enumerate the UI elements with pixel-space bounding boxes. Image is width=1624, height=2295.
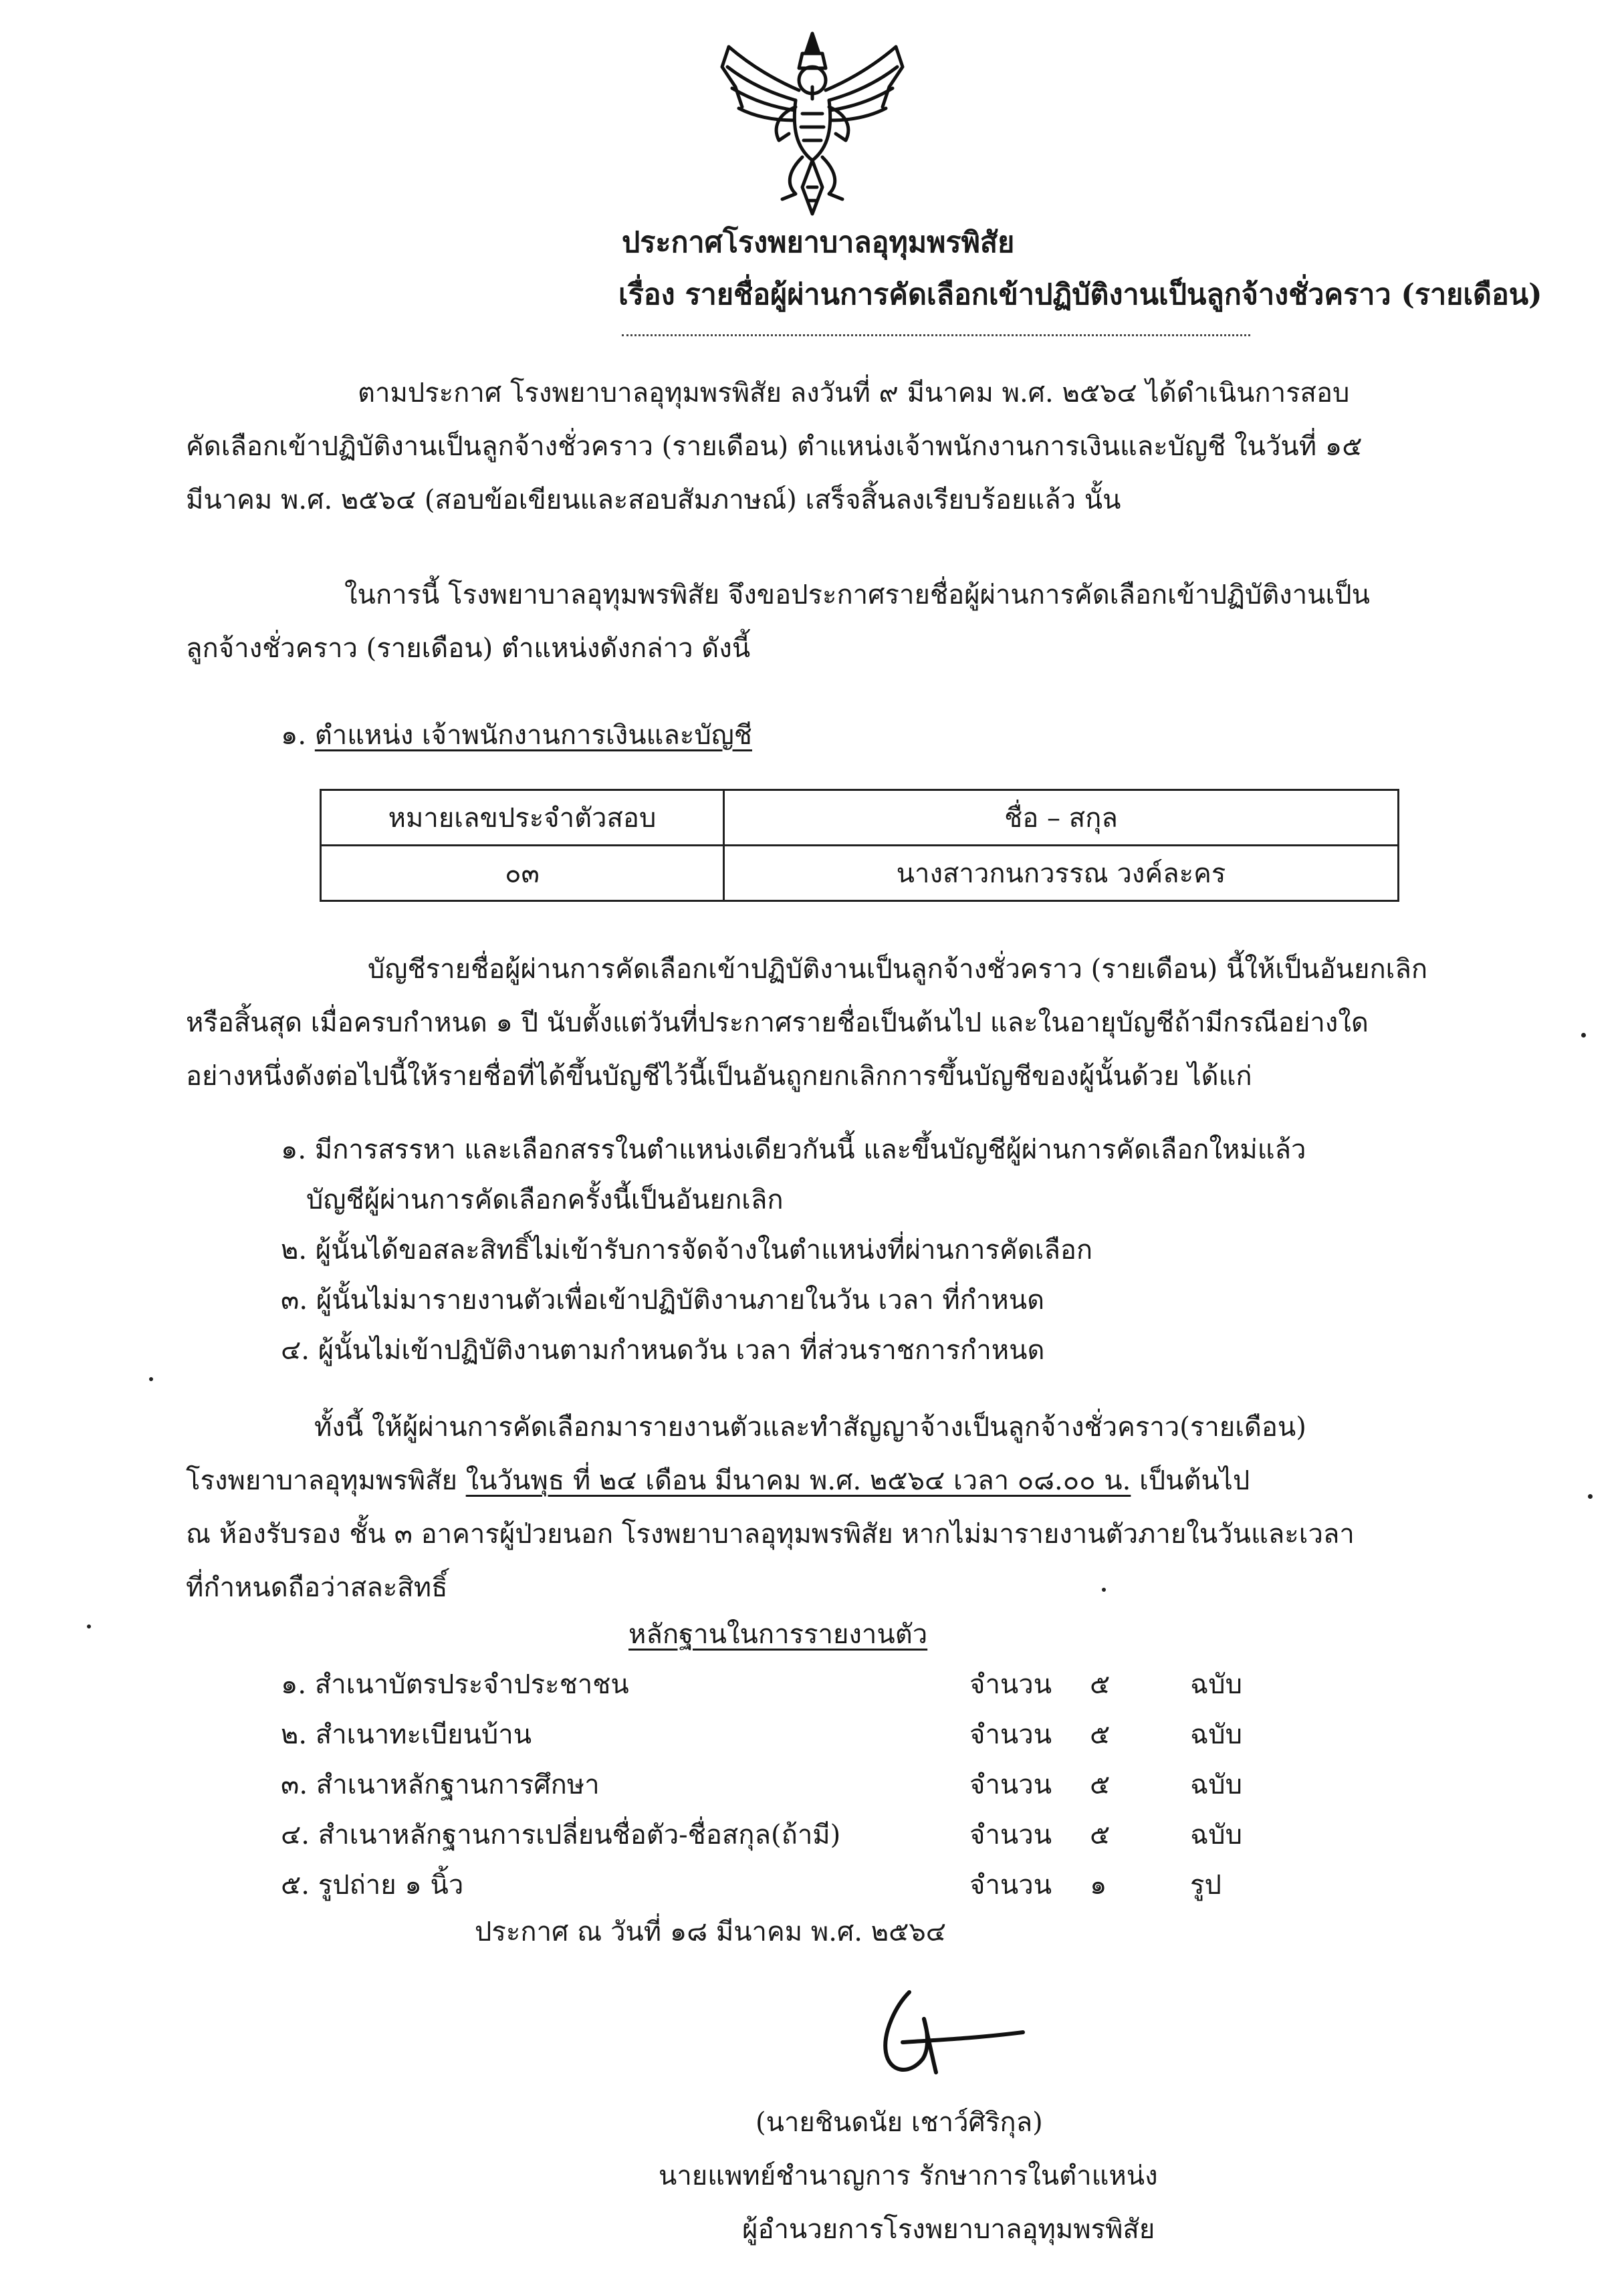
evidence-item-label: ๔. สำเนาหลักฐานการเปลี่ยนชื่อตัว-ชื่อสกุล(ถ้ามี) <box>281 1820 841 1850</box>
report-line-2-suffix: เป็นต้นไป <box>1131 1465 1250 1496</box>
scan-speck <box>87 1624 91 1628</box>
results-table <box>320 789 1399 902</box>
intro-line-3: มีนาคม พ.ศ. ๒๕๖๔ (สอบข้อเขียนและสอบสัมภาษณ์) เสร็จสิ้นลงเรียบร้อยแล้ว นั้น <box>186 485 1121 515</box>
evidence-unit: ฉบับ <box>1190 1770 1243 1800</box>
report-line-2-prefix: โรงพยาบาลอุทุมพรพิสัย <box>186 1465 466 1496</box>
evidence-qty: ๕ <box>1090 1719 1111 1750</box>
evidence-item-label: ๓. สำเนาหลักฐานการศึกษา <box>281 1770 600 1800</box>
validity-line-1: บัญชีรายชื่อผู้ผ่านการคัดเลือกเข้าปฏิบัติงานเป็นลูกจ้างชั่วคราว (รายเดือน) นี้ให้เป็นอันยกเลิก <box>368 954 1428 985</box>
evidence-qty-word: จำนวน <box>969 1719 1052 1750</box>
column-header-exam-id: หมายเลขประจำตัวสอบ <box>321 790 724 846</box>
evidence-item-2 <box>281 1721 1242 1748</box>
validity-line-2: หรือสิ้นสุด เมื่อครบกำหนด ๑ ปี นับตั้งแต่วันที่ประกาศรายชื่อเป็นต้นไป และในอายุบัญชีถ้ามีกรณีอย่างใด <box>186 1007 1369 1038</box>
evidence-qty-word: จำนวน <box>969 1870 1052 1901</box>
header-divider <box>622 334 1250 336</box>
cell-name: นางสาวกนกวรรณ วงค์ละคร <box>724 846 1399 901</box>
report-line-3: ณ ห้องรับรอง ชั้น ๓ อาคารผู้ป่วยนอก โรงพยาบาลอุทุมพรพิสัย หากไม่มารายงานตัวภายในวันและเวลา <box>186 1519 1355 1550</box>
evidence-unit: ฉบับ <box>1190 1669 1243 1700</box>
handwritten-signature <box>862 1979 1036 2086</box>
condition-2: ๒. ผู้นั้นได้ขอสละสิทธิ์ไม่เข้ารับการจัดจ้างในตำแหน่งที่ผ่านการคัดเลือก <box>281 1235 1093 1265</box>
scan-speck <box>1588 1494 1593 1499</box>
evidence-qty-word: จำนวน <box>969 1669 1052 1700</box>
announcement-date: ประกาศ ณ วันที่ ๑๘ มีนาคม พ.ศ. ๒๕๖๔ <box>475 1917 947 1947</box>
scan-speck <box>1102 1588 1106 1592</box>
report-line-4: ที่กำหนดถือว่าสละสิทธิ์ <box>186 1572 448 1603</box>
signer-title-2: ผู้อำนวยการโรงพยาบาลอุทุมพรพิสัย <box>742 2214 1155 2245</box>
table-row <box>321 846 1399 901</box>
evidence-qty-word: จำนวน <box>969 1770 1052 1800</box>
announcement-title: ประกาศโรงพยาบาลอุทุมพรพิสัย <box>622 226 1015 259</box>
condition-3: ๓. ผู้นั้นไม่มารายงานตัวเพื่อเข้าปฏิบัติงานภายในวัน เวลา ที่กำหนด <box>281 1285 1045 1316</box>
signer-name: (นายชินดนัย เชาว์ศิริกุล) <box>756 2107 1043 2138</box>
evidence-qty: ๕ <box>1090 1669 1111 1700</box>
report-line-1: ทั้งนี้ ให้ผู้ผ่านการคัดเลือกมารายงานตัวและทำสัญญาจ้างเป็นลูกจ้างชั่วคราว(รายเดือน) <box>314 1412 1306 1443</box>
condition-1: ๑. มีการสรรหา และเลือกสรรในตำแหน่งเดียวกันนี้ และขึ้นบัญชีผู้ผ่านการคัดเลือกใหม่แล้ว <box>281 1134 1306 1165</box>
signer-title-1: นายแพทย์ชำนาญการ รักษาการในตำแหน่ง <box>659 2161 1158 2191</box>
scan-speck <box>1581 1033 1586 1038</box>
evidence-qty-word: จำนวน <box>969 1820 1052 1850</box>
condition-1-cont: บัญชีผู้ผ่านการคัดเลือกครั้งนี้เป็นอันยกเลิก <box>306 1185 784 1215</box>
evidence-title: หลักฐานในการรายงานตัว <box>628 1619 928 1650</box>
intro-line-2: คัดเลือกเข้าปฏิบัติงานเป็นลูกจ้างชั่วคราว (รายเดือน) ตำแหน่งเจ้าพนักงานการเงินและบัญชี ในวันที่ ๑๕ <box>186 431 1363 462</box>
evidence-item-1 <box>281 1671 1242 1698</box>
garuda-emblem <box>715 27 909 221</box>
position-heading <box>281 722 752 749</box>
evidence-unit: รูป <box>1190 1870 1222 1901</box>
announce-line-1: ในการนี้ โรงพยาบาลอุทุมพรพิสัย จึงขอประกาศรายชื่อผู้ผ่านการคัดเลือกเข้าปฏิบัติงานเป็น <box>344 580 1370 610</box>
announce-line-2: ลูกจ้างชั่วคราว (รายเดือน) ตำแหน่งดังกล่าว ดังนี้ <box>186 633 751 664</box>
position-number: ๑. <box>281 720 307 751</box>
validity-line-3: อย่างหนึ่งดังต่อไปนี้ให้รายชื่อที่ได้ขึ้นบัญชีไว้นี้เป็นอันถูกยกเลิกการขึ้นบัญชีของผู้นั้นด้วย ได้แก่ <box>186 1061 1252 1092</box>
intro-line-1: ตามประกาศ โรงพยาบาลอุทุมพรพิสัย ลงวันที่ ๙ มีนาคม พ.ศ. ๒๕๖๔ ได้ดำเนินการสอบ <box>358 378 1350 408</box>
evidence-item-label: ๕. รูปถ่าย ๑ นิ้ว <box>281 1870 464 1901</box>
evidence-item-5 <box>281 1872 1222 1899</box>
scan-speck <box>149 1377 153 1381</box>
report-date: ในวันพุธ ที่ ๒๔ เดือน มีนาคม พ.ศ. ๒๕๖๔ เวลา ๐๘.๐๐ น. <box>465 1465 1131 1496</box>
evidence-unit: ฉบับ <box>1190 1820 1243 1850</box>
announcement-subject: เรื่อง รายชื่อผู้ผ่านการคัดเลือกเข้าปฏิบัติงานเป็นลูกจ้างชั่วคราว (รายเดือน) <box>618 278 1542 312</box>
column-header-name: ชื่อ – สกุล <box>724 790 1399 846</box>
evidence-qty: ๑ <box>1090 1870 1107 1901</box>
position-label: ตำแหน่ง เจ้าพนักงานการเงินและบัญชี <box>314 720 752 751</box>
table-header-row <box>321 790 1399 846</box>
evidence-item-3 <box>281 1772 1242 1798</box>
evidence-item-4 <box>281 1822 1242 1848</box>
report-line-2 <box>186 1467 1250 1494</box>
evidence-qty: ๕ <box>1090 1820 1111 1850</box>
cell-exam-id: ๐๓ <box>321 846 724 901</box>
evidence-item-label: ๑. สำเนาบัตรประจำประชาชน <box>281 1669 629 1700</box>
condition-4: ๔. ผู้นั้นไม่เข้าปฏิบัติงานตามกำหนดวัน เวลา ที่ส่วนราชการกำหนด <box>281 1335 1045 1366</box>
evidence-item-label: ๒. สำเนาทะเบียนบ้าน <box>281 1719 532 1750</box>
evidence-unit: ฉบับ <box>1190 1719 1243 1750</box>
evidence-qty: ๕ <box>1090 1770 1111 1800</box>
